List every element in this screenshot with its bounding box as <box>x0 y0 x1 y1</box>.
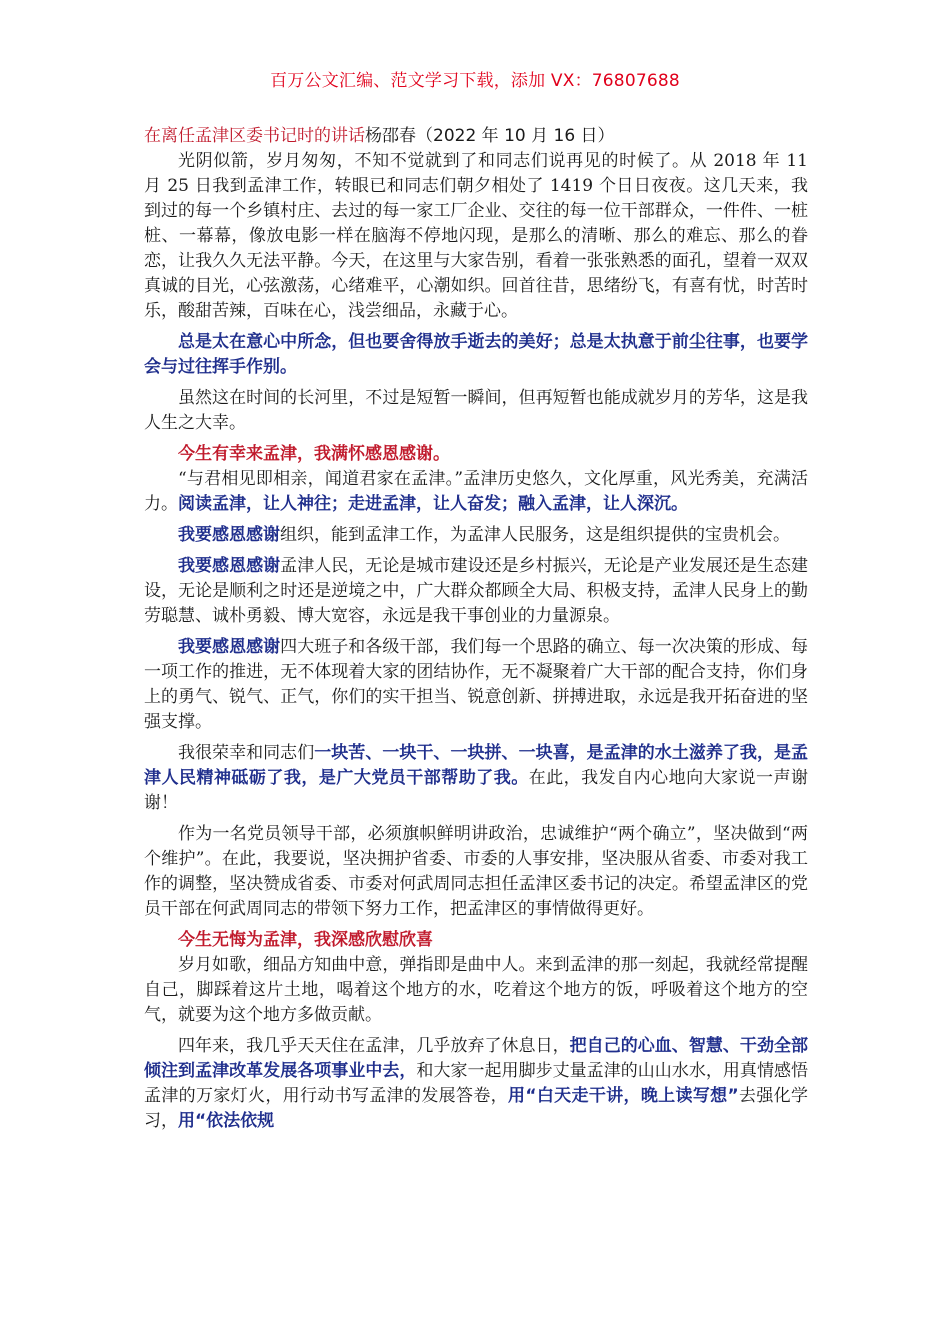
mengjin-intro-highlight: 阅读孟津，让人神往；走进孟津，让人奋发；融入孟津，让人深沉。 <box>178 494 688 514</box>
thanks-cadres-text: 四大班子和各级干部，我们每一个思路的确立、每一次决策的形成、每一项工作的推进，无不体现着大家的团结协作，无不凝聚着广大干部的配合支持，你们身上的勇气、锐气、正气，你们的实干担当、锐意创新、拼搏进取，永远是我开拓奋进的坚强支撑。 <box>144 637 809 732</box>
thanks-lead: 我要感恩感谢 <box>178 525 280 545</box>
thanks-lead: 我要感恩感谢 <box>178 637 281 657</box>
paragraph-thanks-organization <box>144 523 808 548</box>
paragraph-highlight-farewell: 总是太在意心中所念，但也要舍得放手逝去的美好；总是太执意于前尘往事，也要学会与过往挥手作别。 <box>144 332 808 377</box>
four-years-text-3: 去强化学习， <box>144 1086 809 1131</box>
paragraph-song-of-years: 岁月如歌，细品方知曲中意，弹指即是曲中人。来到孟津的那一刻起，我就经常提醒自己，脚踩着这片土地，喝着这个地方的水，吃着这个地方的饭，呼吸着这个地方的空气，就要为这个地方多做贡献。 <box>144 955 808 1025</box>
paragraph-political-stance: 作为一名党员领导干部，必须旗帜鲜明讲政治，忠诚维护“两个确立”，坚决做到“两个维护”。在此，我要说，坚决拥护省委、市委的人事安排，坚决服从省委、市委对我工作的调整，坚决赞成省委、市委对何武周同志担任孟津区委书记的决定。希望孟津区的党员干部在何武周同志的带领下努力工作，把孟津区的事情做得更好。 <box>144 824 808 919</box>
four-years-law: 用“依法依规 <box>178 1111 275 1131</box>
paragraph-four-years <box>144 1034 808 1134</box>
section-heading-no-regret: 今生无悔为孟津，我深感欣慰欣喜 <box>178 930 433 950</box>
four-years-text-2: 和大家一起用脚步丈量孟津的山山水水，用真情感悟孟津的万家灯火，用行动书写孟津的发展答卷， <box>144 1061 808 1106</box>
speech-title: 在离任孟津区委书记时的讲话 <box>144 126 365 146</box>
paragraph-thanks-people <box>144 554 808 629</box>
four-years-motto: 用“白天走干讲，晚上读写想” <box>508 1086 739 1106</box>
paragraph-honored <box>144 741 808 816</box>
thanks-people-text: 孟津人民，无论是城市建设还是乡村振兴，无论是产业发展还是生态建设，无论是顺利之时还是逆境之中，广大群众都顾全大局、积极支持，孟津人民身上的勤劳聪慧、诚朴勇毅、博大宽容，永远是我干事创业的力量源泉。 <box>144 556 809 626</box>
speech-body <box>144 124 808 1134</box>
title-line <box>144 124 808 149</box>
thanks-organization-text: 组织，能到孟津工作，为孟津人民服务，这是组织提供的宝贵机会。 <box>280 525 790 545</box>
paragraph-fortune: 虽然这在时间的长河里，不过是短暂一瞬间，但再短暂也能成就岁月的芳华，这是我人生之大幸。 <box>144 388 808 433</box>
honored-text: 我很荣幸和同志们 <box>178 743 315 763</box>
section-heading-gratitude: 今生有幸来孟津，我满怀感恩感谢。 <box>178 444 450 464</box>
four-years-highlight: 把自己的心血、智慧、干劲全部倾注到孟津改革发展各项事业中去， <box>144 1036 809 1081</box>
promo-banner: 百万公文汇编、范文学习下载，添加 VX：76807688 <box>270 71 680 91</box>
honored-thanks: 在此，我发自内心地向大家说一声谢谢！ <box>144 768 808 813</box>
author-date: 杨邵春（2022 年 10 月 16 日） <box>365 126 615 146</box>
paragraph-opening: 光阴似箭，岁月匆匆，不知不觉就到了和同志们说再见的时候了。从 2018 年 11 月 25 日我到孟津工作，转眼已和同志们朝夕相处了 1419 个日日夜夜。这几天来，我到过的每一个乡镇村庄、去过的每一家工厂企业、交往的每一位干部群众，一件件、一桩桩、一幕幕，像放电影一样在脑海不停地闪现，是那么的清晰、那么的难忘、那么的眷恋，让我久久无法平静。今天，在这里与大家告别，看着一张张熟悉的面孔，望着一双双真诚的目光，心弦激荡，心绪难平，心潮如织。回首往昔，思绪纷飞，有喜有忧，时苦时乐，酸甜苦辣，百味在心，浅尝细品，永藏于心。 <box>144 151 808 321</box>
paragraph-thanks-cadres <box>144 635 808 735</box>
paragraph-mengjin-intro <box>144 467 808 517</box>
thanks-lead: 我要感恩感谢 <box>178 556 281 576</box>
four-years-text: 四年来，我几乎天天住在孟津，几乎放弃了休息日， <box>178 1036 570 1056</box>
mengjin-intro-text: “与君相见即相亲，闻道君家在孟津。”孟津历史悠久，文化厚重，风光秀美，充满活力。 <box>144 469 808 514</box>
honored-highlight: 一块苦、一块干、一块拼、一块喜，是孟津的水土滋养了我，是孟津人民精神砥砺了我，是广大党员干部帮助了我。 <box>144 743 809 788</box>
